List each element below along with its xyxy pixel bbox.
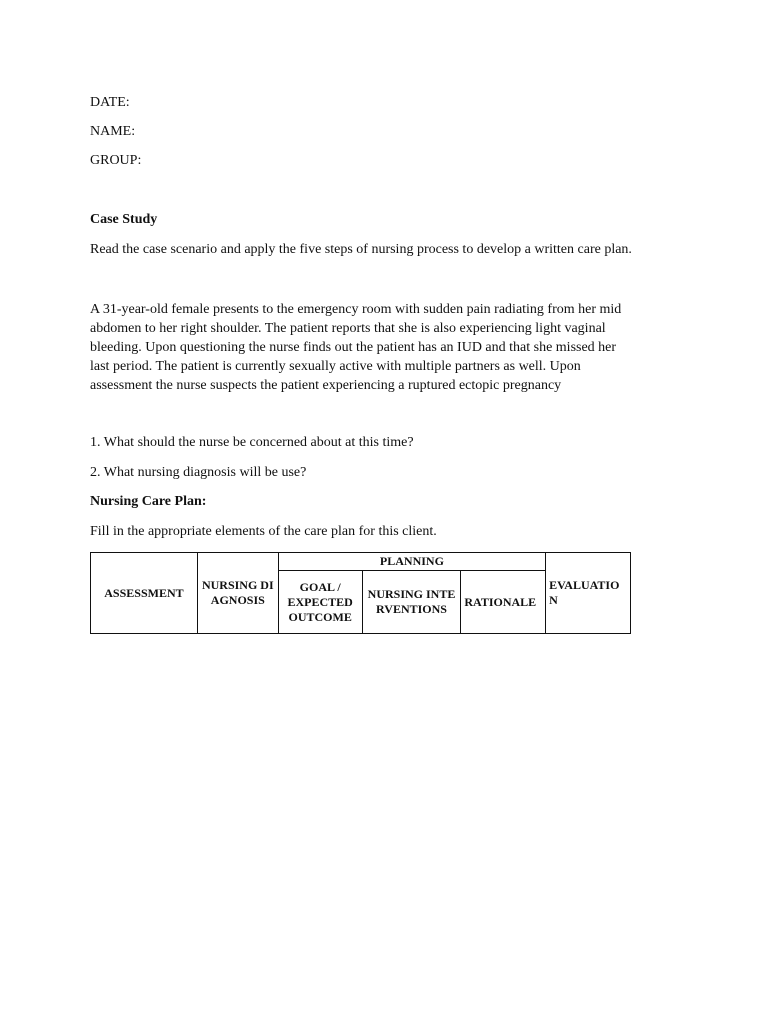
date-label: DATE: [90, 95, 130, 110]
question-1: 1. What should the nurse be concerned about at this time? [90, 435, 414, 450]
assessment-header: ASSESSMENT [91, 553, 198, 634]
case-study-heading: Case Study [90, 212, 158, 227]
scenario-line: last period. The patient is currently sexually active with multiple partners as well. Upon [90, 359, 581, 374]
scenario-line: A 31-year-old female presents to the emergency room with sudden pain radiating from her mid [90, 302, 622, 317]
scenario-line: abdomen to her right shoulder. The patient reports that she is also experiencing light vaginal [90, 321, 606, 336]
care-plan-heading: Nursing Care Plan: [90, 494, 207, 509]
case-study-instruction: Read the case scenario and apply the five steps of nursing process to develop a written care plan. [90, 242, 632, 257]
scenario-line: bleeding. Upon questioning the nurse finds out the patient has an IUD and that she missed her [90, 340, 617, 355]
case-scenario-paragraph [90, 300, 690, 395]
care-plan-table [90, 552, 631, 634]
care-plan-instruction: Fill in the appropriate elements of the care plan for this client. [90, 524, 437, 539]
evaluation-header: EVALUATION [546, 553, 631, 634]
nursing-interventions-header: NURSING INTERVENTIONS [362, 571, 461, 634]
nursing-diagnosis-header: NURSING DIAGNOSIS [197, 553, 278, 634]
rationale-header: RATIONALE [461, 571, 546, 634]
goal-expected-outcome-header: GOAL / EXPECTED OUTCOME [278, 571, 362, 634]
group-label: GROUP: [90, 153, 142, 168]
planning-header: PLANNING [278, 553, 545, 571]
scenario-line: assessment the nurse suspects the patient experiencing a ruptured ectopic pregnancy [90, 378, 562, 393]
question-2: 2. What nursing diagnosis will be use? [90, 465, 307, 480]
name-label: NAME: [90, 124, 136, 139]
